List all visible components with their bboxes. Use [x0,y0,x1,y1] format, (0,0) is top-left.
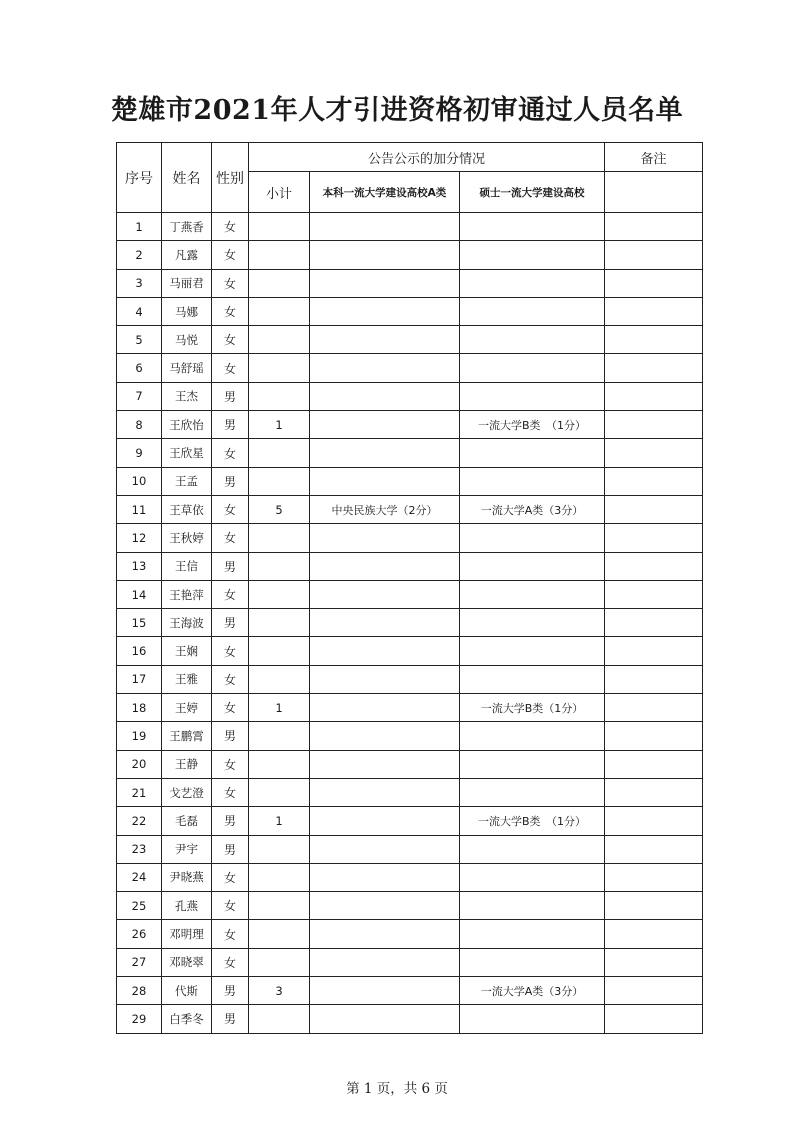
table-row [117,297,703,325]
cell-subtotal [249,241,310,269]
cell-master [460,722,605,750]
cell-undergrad [310,835,460,863]
table-row [117,1005,703,1033]
cell-master [460,524,605,552]
cell-subtotal [249,269,310,297]
cell-remarks [605,411,703,439]
cell-master [460,439,605,467]
cell-seq: 1 [117,213,162,241]
cell-remarks [605,694,703,722]
cell-subtotal [249,920,310,948]
cell-master [460,778,605,806]
cell-name: 马悦 [162,326,212,354]
table-row [117,524,703,552]
cell-name: 丁燕香 [162,213,212,241]
cell-master [460,297,605,325]
cell-subtotal [249,213,310,241]
cell-remarks [605,609,703,637]
table-row [117,382,703,410]
cell-undergrad [310,326,460,354]
cell-undergrad [310,920,460,948]
cell-gender: 男 [212,382,249,410]
cell-remarks [605,863,703,891]
cell-seq: 4 [117,297,162,325]
cell-name: 王草依 [162,495,212,523]
cell-seq: 6 [117,354,162,382]
cell-undergrad [310,892,460,920]
cell-gender: 女 [212,241,249,269]
cell-master [460,326,605,354]
cell-seq: 22 [117,807,162,835]
cell-name: 王欣怡 [162,411,212,439]
cell-gender: 女 [212,439,249,467]
cell-master: 一流大学B类 （1分） [460,807,605,835]
cell-undergrad [310,241,460,269]
cell-undergrad [310,439,460,467]
cell-remarks [605,977,703,1005]
cell-name: 马丽君 [162,269,212,297]
cell-subtotal [249,750,310,778]
cell-gender: 女 [212,297,249,325]
cell-name: 王欣星 [162,439,212,467]
table-row [117,552,703,580]
table-row [117,354,703,382]
cell-gender: 男 [212,835,249,863]
cell-name: 王雅 [162,665,212,693]
cell-undergrad [310,552,460,580]
cell-subtotal [249,580,310,608]
cell-gender: 女 [212,863,249,891]
cell-undergrad [310,269,460,297]
cell-gender: 男 [212,609,249,637]
cell-seq: 18 [117,694,162,722]
cell-name: 尹晓燕 [162,863,212,891]
cell-name: 王静 [162,750,212,778]
cell-undergrad [310,297,460,325]
cell-master [460,863,605,891]
cell-subtotal: 1 [249,411,310,439]
cell-subtotal [249,722,310,750]
header-row-top [117,143,703,172]
cell-name: 王艳萍 [162,580,212,608]
cell-name: 马娜 [162,297,212,325]
cell-seq: 26 [117,920,162,948]
cell-subtotal [249,382,310,410]
cell-undergrad [310,977,460,1005]
cell-name: 代斯 [162,977,212,1005]
cell-seq: 2 [117,241,162,269]
cell-undergrad [310,863,460,891]
table-row [117,948,703,976]
cell-subtotal [249,609,310,637]
cell-master [460,892,605,920]
cell-master: 一流大学B类（1分） [460,694,605,722]
cell-master [460,269,605,297]
table-row [117,892,703,920]
cell-remarks [605,269,703,297]
cell-remarks [605,807,703,835]
table-row [117,665,703,693]
cell-name: 王孟 [162,467,212,495]
cell-subtotal [249,439,310,467]
cell-master [460,665,605,693]
cell-remarks [605,354,703,382]
cell-seq: 27 [117,948,162,976]
cell-remarks [605,892,703,920]
cell-name: 尹宇 [162,835,212,863]
cell-seq: 28 [117,977,162,1005]
cell-gender: 男 [212,467,249,495]
cell-name: 王海波 [162,609,212,637]
cell-gender: 女 [212,580,249,608]
table-row [117,213,703,241]
cell-subtotal: 3 [249,977,310,1005]
cell-gender: 男 [212,807,249,835]
table-row [117,920,703,948]
cell-seq: 3 [117,269,162,297]
cell-subtotal [249,524,310,552]
cell-subtotal: 5 [249,495,310,523]
cell-master: 一流大学A类（3分） [460,495,605,523]
cell-subtotal [249,863,310,891]
cell-subtotal [249,297,310,325]
cell-gender: 女 [212,269,249,297]
cell-subtotal [249,467,310,495]
cell-undergrad [310,354,460,382]
cell-remarks [605,524,703,552]
cell-subtotal [249,948,310,976]
header-gender: 性别 [212,143,249,213]
cell-remarks [605,382,703,410]
cell-gender: 女 [212,892,249,920]
cell-seq: 20 [117,750,162,778]
table-row [117,977,703,1005]
cell-master [460,213,605,241]
cell-subtotal [249,354,310,382]
cell-gender: 女 [212,694,249,722]
cell-master [460,467,605,495]
cell-seq: 16 [117,637,162,665]
cell-name: 戈艺澄 [162,778,212,806]
cell-seq: 23 [117,835,162,863]
table-row [117,835,703,863]
table-row [117,807,703,835]
cell-remarks [605,439,703,467]
cell-subtotal: 1 [249,694,310,722]
cell-master [460,241,605,269]
table-row [117,241,703,269]
cell-name: 孔燕 [162,892,212,920]
cell-master [460,609,605,637]
cell-remarks [605,948,703,976]
cell-subtotal [249,1005,310,1033]
cell-seq: 24 [117,863,162,891]
cell-remarks [605,580,703,608]
table-row [117,778,703,806]
cell-undergrad [310,694,460,722]
table-row [117,637,703,665]
cell-remarks [605,467,703,495]
cell-gender: 女 [212,495,249,523]
table-row [117,495,703,523]
cell-master [460,637,605,665]
cell-seq: 14 [117,580,162,608]
cell-name: 王娴 [162,637,212,665]
header-undergrad: 本科一流大学建设高校A类 [310,172,460,213]
cell-name: 邓明理 [162,920,212,948]
header-seq: 序号 [117,143,162,213]
cell-name: 毛磊 [162,807,212,835]
cell-gender: 男 [212,411,249,439]
cell-undergrad [310,609,460,637]
roster-body [117,213,703,1034]
cell-master [460,382,605,410]
cell-gender: 女 [212,213,249,241]
cell-name: 邓晓翠 [162,948,212,976]
header-remarks-blank [605,172,703,213]
cell-gender: 女 [212,750,249,778]
cell-seq: 15 [117,609,162,637]
cell-seq: 5 [117,326,162,354]
roster-table [116,142,703,1034]
cell-undergrad [310,524,460,552]
cell-remarks [605,835,703,863]
cell-gender: 女 [212,326,249,354]
cell-gender: 女 [212,778,249,806]
cell-subtotal [249,665,310,693]
cell-seq: 9 [117,439,162,467]
table-row [117,467,703,495]
cell-subtotal [249,778,310,806]
cell-undergrad [310,580,460,608]
header-name: 姓名 [162,143,212,213]
table-row [117,750,703,778]
cell-gender: 男 [212,977,249,1005]
cell-seq: 12 [117,524,162,552]
cell-master: 一流大学A类（3分） [460,977,605,1005]
cell-subtotal [249,552,310,580]
cell-undergrad [310,1005,460,1033]
cell-remarks [605,213,703,241]
document-title: 楚雄市2021年人才引进资格初审通过人员名单 [110,95,684,126]
cell-seq: 13 [117,552,162,580]
cell-remarks [605,241,703,269]
cell-subtotal: 1 [249,807,310,835]
cell-undergrad [310,750,460,778]
table-row [117,580,703,608]
cell-seq: 21 [117,778,162,806]
cell-master [460,354,605,382]
cell-name: 王婷 [162,694,212,722]
cell-subtotal [249,835,310,863]
cell-undergrad [310,382,460,410]
cell-remarks [605,920,703,948]
cell-remarks [605,750,703,778]
cell-gender: 男 [212,722,249,750]
cell-undergrad [310,411,460,439]
cell-name: 马舒瑶 [162,354,212,382]
cell-seq: 8 [117,411,162,439]
cell-undergrad [310,637,460,665]
cell-name: 王信 [162,552,212,580]
cell-master: 一流大学B类 （1分） [460,411,605,439]
cell-remarks [605,637,703,665]
cell-gender: 女 [212,354,249,382]
cell-seq: 7 [117,382,162,410]
cell-gender: 女 [212,665,249,693]
cell-gender: 女 [212,948,249,976]
cell-subtotal [249,326,310,354]
cell-gender: 男 [212,1005,249,1033]
table-row [117,863,703,891]
cell-remarks [605,722,703,750]
cell-remarks [605,495,703,523]
cell-undergrad [310,665,460,693]
header-bonus-group: 公告公示的加分情况 [249,143,605,172]
table-row [117,269,703,297]
cell-remarks [605,552,703,580]
cell-undergrad [310,213,460,241]
cell-undergrad [310,948,460,976]
cell-seq: 11 [117,495,162,523]
table-row [117,439,703,467]
table-row [117,609,703,637]
cell-master [460,948,605,976]
cell-seq: 29 [117,1005,162,1033]
cell-name: 王秋婷 [162,524,212,552]
cell-gender: 女 [212,524,249,552]
cell-subtotal [249,637,310,665]
cell-undergrad [310,807,460,835]
cell-undergrad [310,467,460,495]
cell-seq: 17 [117,665,162,693]
cell-undergrad: 中央民族大学（2分） [310,495,460,523]
cell-remarks [605,665,703,693]
cell-master [460,920,605,948]
cell-master [460,1005,605,1033]
cell-master [460,835,605,863]
header-subtotal: 小计 [249,172,310,213]
cell-remarks [605,297,703,325]
header-master: 硕士一流大学建设高校 [460,172,605,213]
cell-undergrad [310,778,460,806]
cell-name: 王鹏霄 [162,722,212,750]
table-row [117,411,703,439]
cell-name: 白季冬 [162,1005,212,1033]
cell-gender: 男 [212,552,249,580]
cell-name: 凡露 [162,241,212,269]
cell-gender: 女 [212,637,249,665]
cell-remarks [605,778,703,806]
cell-subtotal [249,892,310,920]
cell-seq: 19 [117,722,162,750]
cell-remarks [605,1005,703,1033]
page-footer: 第 1 页，共 6 页 [346,1081,448,1097]
cell-master [460,580,605,608]
header-remarks: 备注 [605,143,703,172]
cell-seq: 25 [117,892,162,920]
cell-name: 王杰 [162,382,212,410]
cell-seq: 10 [117,467,162,495]
table-row [117,694,703,722]
table-row [117,722,703,750]
cell-master [460,552,605,580]
cell-undergrad [310,722,460,750]
cell-master [460,750,605,778]
cell-remarks [605,326,703,354]
cell-gender: 女 [212,920,249,948]
table-row [117,326,703,354]
